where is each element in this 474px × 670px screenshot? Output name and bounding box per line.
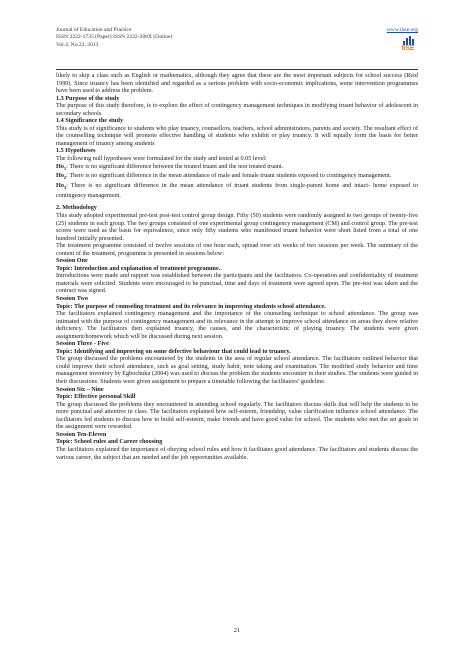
section-heading-purpose: 1.3 Purpose of the study	[56, 94, 120, 102]
session-two-paragraph: The facilitators explained contingency management and the importance of the counseling technique to school attendance. The group was intimated with the purpose of contingency management and its relevance in the attempt to improve school attendance on areas they show relative deficiency. The facilitators then explained truancy, the causes, and the characteristic of playing truancy. The students were given assignment/homework which will be discussed during next session.	[56, 310, 418, 340]
session-ten-title: Session Ten-Eleven	[56, 430, 107, 438]
significance-paragraph: This study is of significance to students who play truancy, counsellors, teachers, school administrators, parents and society. The resultant effect of the counselling technique will promote effective handling of students who exhibit or play truancy. It will equally form the basis for better management of truancy among students	[56, 124, 418, 147]
session-two-topic: Topic: The purpose of counseling treatment and its relevance in improving students school attendance.	[56, 302, 326, 310]
session-six-topic: Topic: Effective personal Skill	[56, 393, 136, 401]
session-three-paragraph: The group discussed the problems encountered by the students in the area of regular school attendance. The facilitators outlined behavior that could improve their school attendance, such as goal setting, study habit, note taking and examination. The modified study behavior and time management inventory by Egbochuku (2004) was used to discuss the problem the students encounter in their studies. The students were guided in their discussions. Students were given assignment to prepare a timetable following the facilitators’ guideline.	[56, 355, 418, 386]
volume-line: Vol.4, No.22, 2013	[56, 41, 99, 48]
hypotheses-intro: The following null hypotheses were formulated for the study and tested at 0.05 level:	[56, 155, 267, 163]
hypothesis-1: $Ho_1$: There is no significant difference between the treated truant and the non treated truant.	[56, 162, 284, 171]
journal-url-link[interactable]: www.iiste.org	[386, 27, 418, 33]
session-ten-topic: Topic: School rules and Career choosing	[56, 438, 163, 446]
section-heading-significance: 1.4 Significance the study	[56, 117, 124, 125]
section-heading-methodology: 2. Methodology	[56, 204, 97, 212]
hypothesis-3: $Ho_3$: There is no significant difference in the mean attendance of truant students from single-parent home and intact- home exposed to contingency management.	[56, 182, 418, 199]
page-number: 21	[233, 627, 241, 634]
article-body	[56, 72, 418, 461]
header-divider	[56, 69, 418, 70]
iiste-logo	[400, 36, 416, 55]
section-heading-hypotheses: 1.5 Hypotheses	[56, 147, 96, 155]
session-two-title: Session Two	[56, 295, 88, 303]
page-header	[56, 27, 418, 71]
session-one-paragraph: Introductions were made and rapport was established between the participants and the facilitators. Co-operation and confidentiality of treatment materials were solicited. Students were encouraged to be punctual, time and days of treatment were agreed upon. The pre-test was taken and the contract was signed.	[56, 272, 418, 295]
issn-line: ISSN 2222-1735 (Paper) ISSN 2222-288X (Online)	[56, 34, 173, 41]
session-three-topic: Topic: Identifying and improving on some defective behaviour that could lead to truancy.	[56, 347, 291, 355]
session-one-topic: Topic: Introduction and explanation of treatment programme.	[56, 264, 221, 272]
session-six-paragraph: The group discussed the problems they encountered in attending school regularly. The facilitators discuss skills that will help the students to be more punctual and attentive in class. The facilitators explained how self-esteem, friendship, value clarification influence school attendance. The facilitators led students to discuss how to build self-esteem, make friends and have good value for school. The students who met the set goals in the assignment were rewarded.	[56, 400, 418, 431]
methodology-paragraph-1: This study adopted experimental pre-test post-test control group design. Fifty (50) students were randomly assigned to two groups of twenty-five (25) students in each group. The two groups consisted of one experimental group contingency management (CM) and control group. The pre-test scores were used as the basis for equivalence, since only fifty students who manifested truant behavior were short listed from a total of one hundred initially presented.	[56, 212, 418, 242]
logo-text: IISE	[401, 45, 415, 52]
journal-title: Journal of Education and Practice	[56, 27, 132, 33]
purpose-paragraph: The purpose of this study therefore, is to explore the effect of contingency management techniques in modifying truant behavior of adolescent in secondary schools.	[56, 102, 418, 117]
session-six-title: Session Six – Nine	[56, 385, 104, 393]
hypothesis-2: $Ho_2$: There is no significant difference in the mean attendance of male and female truant students exposed to contingency management.	[56, 172, 392, 181]
logo-bars-icon	[400, 36, 416, 45]
intro-paragraph: likely to skip a class such as English or mathematics, although they agree that these are the most important subjects for school success (Reid 1999). Since truancy has been identified and regarded as a serious problem with socio-economic implications, some intervention programmes have been used to address the problem.	[56, 72, 418, 95]
methodology-paragraph-2: The treatment programme consisted of twelve sessions of one hour each, spread over six weeks of two sessions per week. The summary of the content of the treatment, programme is presented in sessions below:	[56, 242, 418, 257]
session-ten-paragraph: The facilitators explained the importance of obeying school rules and how it facilitates good attendance. The facilitators and students discuss the various career, the subject that are needed and the job opportunities available.	[56, 445, 418, 461]
session-one-title: Session One	[56, 257, 88, 265]
session-three-title: Session Three - Five	[56, 340, 109, 348]
